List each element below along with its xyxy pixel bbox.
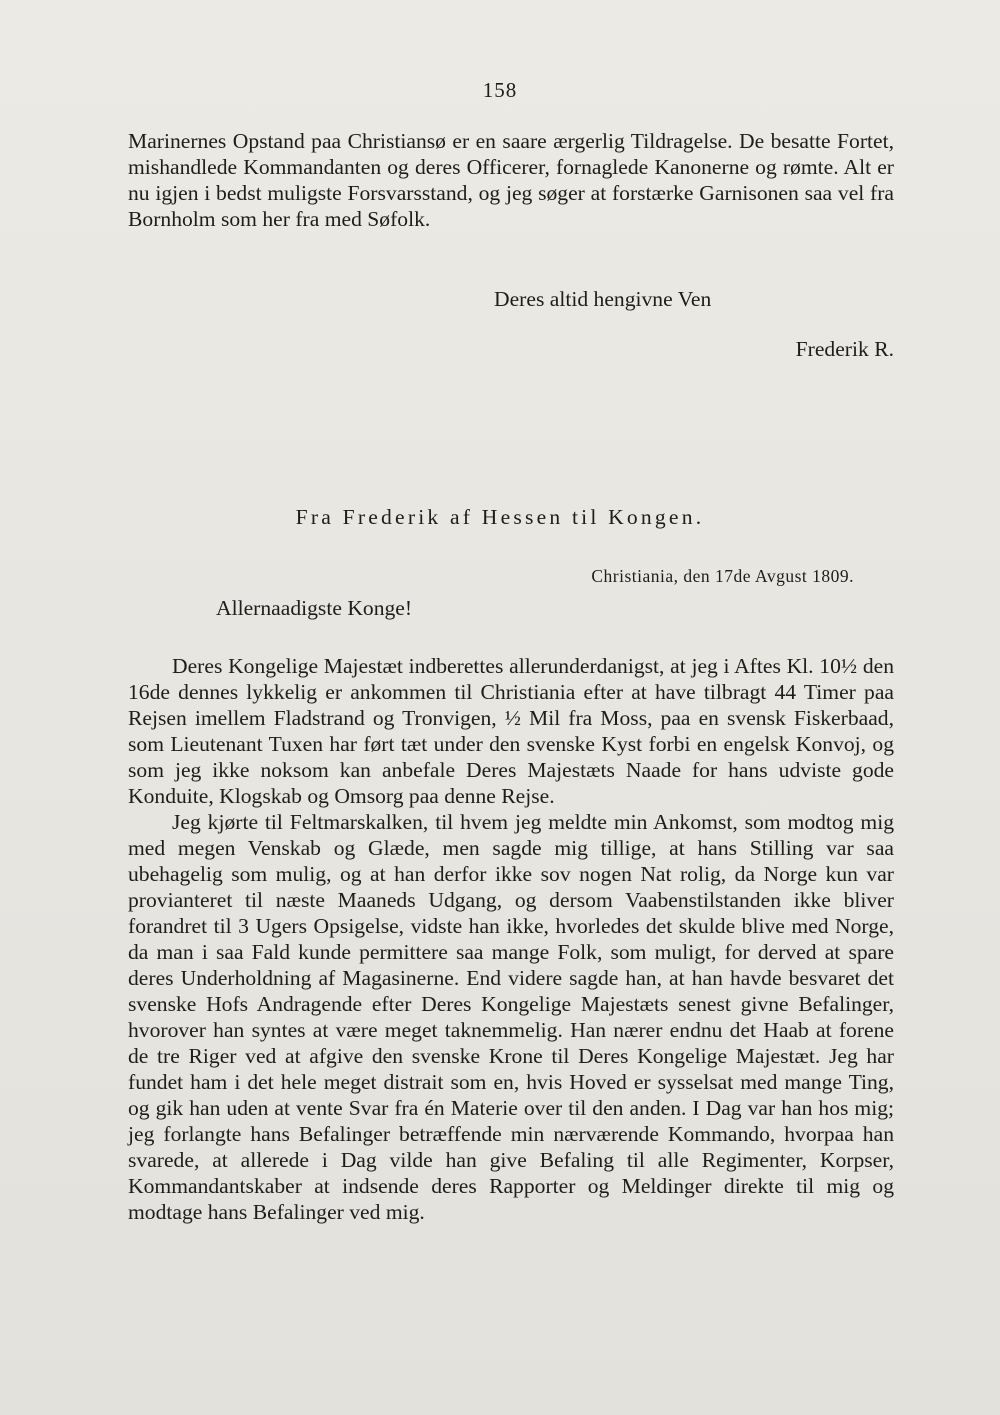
letter2-salutation: Allernaadigste Konge!	[216, 596, 413, 620]
letter1-signature: Frederik R.	[795, 337, 894, 361]
letter1-closing: Deres altid hengivne Ven	[494, 287, 712, 311]
letter2-dateline: Christiania, den 17de Avgust 1809.	[591, 566, 854, 586]
letter2-heading: Fra Frederik af Hessen til Kongen.	[295, 505, 705, 529]
letter2-paragraph-2: Jeg kjørte til Feltmarskalken, til hvem jeg meldte min Ankomst, som modtog mig med megen Venskab og Glæde, men sagde mig tillige, at hans Stilling var saa ubehagelig som mulig, og at han derfor ikke sov nogen Nat rolig, da Norge kun var provianteret til næste Maaneds Udgang, og dersom Vaabenstilstanden ikke bliver forandret til 3 Ugers Opsigelse, vidste han ikke, hvorledes det skulde blive med Norge, da man i saa Fald kunde permittere saa mange Folk, som muligt, for derved at spare deres Underholdning af Magasinerne. End videre sagde han, at han havde besvaret det svenske Hofs Andragende efter Deres Kongelige Majestæts senest givne Befalinger, hvorover han syntes at være meget taknemmelig. Han nærer endnu det Haab at forene de tre Riger ved at afgive den svenske Krone til Deres Kongelige Majestæt. Jeg har fundet ham i det hele meget distrait som en, hvis Hoved er sysselsat med mange Ting, og gik han uden at vente Svar fra én Materie over til den anden. I Dag var han hos mig; jeg forlangte hans Befalinger betræffende min nærværende Kommando, hvorpaa han svarede, at allerede i Dag vilde han give Befaling til alle Regimenter, Korpser, Kommandantskaber at indsende deres Rapporter og Meldinger direkte til mig og modtage hans Befalinger ved mig.	[128, 810, 894, 1224]
letter1-body: Marinernes Opstand paa Christiansø er en saare ærgerlig Tildragelse. De besatte Fortet, mishandlede Kommandanten og deres Officerer, fornaglede Kanonerne og rømte. Alt er nu igjen i bedst muligste Forsvarsstand, og jeg søger at forstærke Garnisonen saa vel fra Bornholm som her fra med Søfolk.	[128, 129, 894, 231]
letter2-paragraph-1: Deres Kongelige Majestæt indberettes allerunderdanigst, at jeg i Aftes Kl. 10½ den 16de dennes lykkelig er ankommen til Christiania efter at have tilbragt 44 Timer paa Rejsen imellem Fladstrand og Tronvigen, ½ Mil fra Moss, paa en svensk Fiskerbaad, som Lieutenant Tuxen har ført tæt under den svenske Kyst forbi en engelsk Konvoj, og som jeg ikke noksom kan anbefale Deres Majestæts Naade for hans udviste gode Konduite, Klogskab og Omsorg paa denne Rejse.	[128, 654, 894, 808]
letter2-body	[128, 653, 894, 1225]
page-number: 158	[482, 78, 518, 102]
